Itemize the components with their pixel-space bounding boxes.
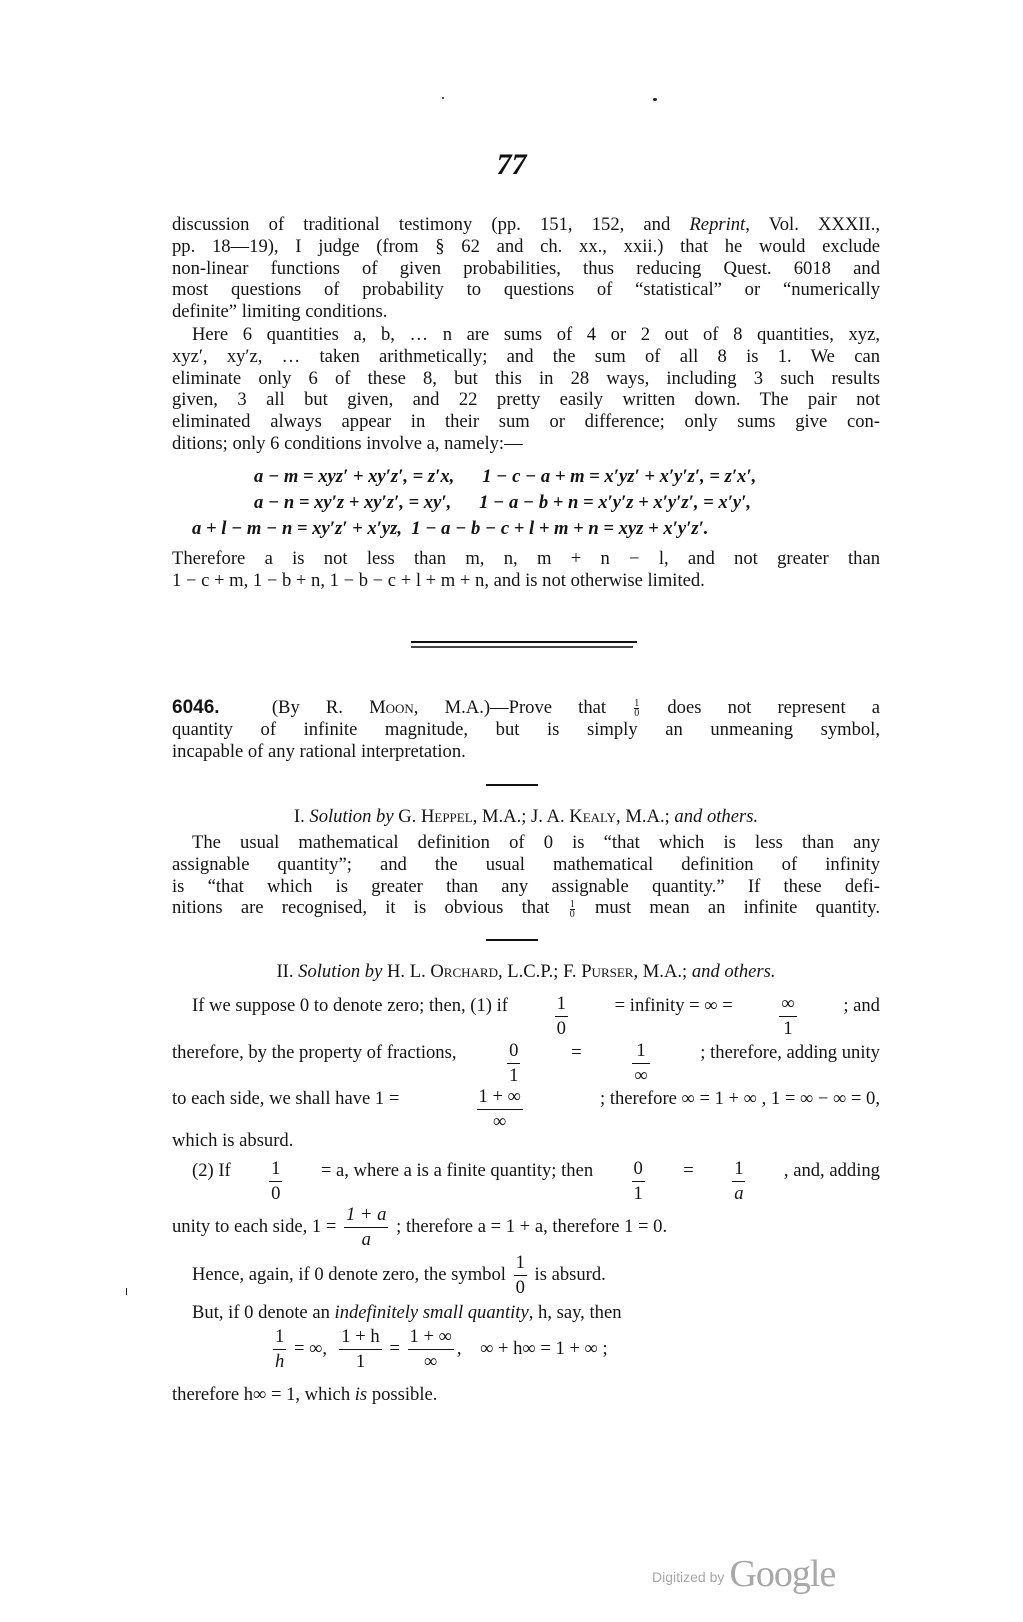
italic-word: is: [354, 1384, 368, 1405]
fraction-denominator: ∞: [634, 1064, 648, 1086]
solution-2-equation: [270, 1328, 750, 1371]
solution-2-line-2: [172, 1042, 880, 1085]
question-6046: [172, 697, 880, 762]
solution-2-line-10: [172, 1384, 880, 1406]
equation-line-2: a − n = xy′z + xy′z′, = xy′, 1 − a − b + n = x′y′z + x′y′z′, = x′y′,: [254, 492, 752, 513]
fraction-numerator: 1: [269, 1160, 282, 1182]
text-span: does not represent a: [667, 697, 881, 718]
fraction: [477, 1088, 523, 1131]
fraction: [344, 1206, 388, 1249]
fraction: [408, 1328, 454, 1371]
text-span: must mean an infinite quantity.: [594, 897, 880, 919]
fraction-numerator: 0: [507, 1042, 520, 1064]
digitized-by-google-watermark: [652, 1552, 835, 1596]
equation-line-1: a − m = xyz′ + xy′z′, = z′x, 1 − c − a + m = x′yz′ + x′y′z′, = z′x′,: [254, 466, 757, 487]
print-speck: [126, 1288, 127, 1295]
text-span: (2) If: [192, 1160, 231, 1181]
fraction-denominator: h: [275, 1350, 285, 1372]
text-span: is absurd.: [534, 1263, 606, 1285]
fraction-denominator: 0: [556, 1017, 566, 1039]
fraction-denominator: 1: [509, 1064, 519, 1086]
text-line: [172, 697, 880, 719]
fraction-numerator: 1: [273, 1328, 286, 1350]
text-line: definite” limiting conditions.: [172, 301, 388, 323]
author-name: R. Moon: [325, 697, 414, 718]
fraction-denominator: a: [361, 1228, 371, 1250]
watermark-prefix: Digitized by: [652, 1569, 725, 1585]
text-span: Hence, again, if 0 denote zero, the symbol: [192, 1263, 506, 1285]
solution-authors: G. Heppel, M.A.; J. A. Kealy, M.A.;: [393, 806, 675, 827]
text-span: But, if 0 denote an: [192, 1302, 335, 1323]
fraction: [779, 995, 796, 1038]
text-span: II.: [276, 961, 299, 982]
text-span: =: [389, 1337, 400, 1359]
solution-2-line-6: [172, 1206, 880, 1249]
text-line: non-linear functions of given probabilities, thus reducing Quest. 6018 and: [172, 257, 880, 279]
double-rule-top: [411, 641, 637, 643]
text-span: Solution by: [309, 806, 394, 827]
fraction-numerator: 1: [634, 698, 640, 710]
fraction-denominator: ∞: [424, 1350, 438, 1372]
text-span: to each side, we shall have 1 =: [172, 1088, 400, 1109]
text-line: most questions of probability to questions of “statistical” or “numerically: [172, 279, 880, 301]
intro-paragraph-3: [172, 548, 880, 592]
fraction-numerator: ∞: [779, 995, 796, 1017]
text-line: is “that which is greater than any assignable quantity.” If these defi-: [172, 875, 880, 897]
text-line: incapable of any rational interpretation.: [172, 740, 466, 762]
text-line: Here 6 quantities a, b, … n are sums of 4 or 2 out of 8 quantities, xyz,: [192, 324, 880, 345]
text-span: ; therefore ∞ = 1 + ∞ , 1 = ∞ − ∞ = 0,: [600, 1088, 880, 1109]
text-span: , h, say, then: [528, 1302, 622, 1323]
print-speck: [442, 97, 444, 99]
text-span: = ∞,: [293, 1337, 327, 1359]
short-rule-2: [486, 939, 538, 941]
text-span: therefore h∞ = 1, which: [172, 1384, 355, 1405]
fraction-one-over-zero: [570, 900, 575, 919]
text-span: discussion of traditional testimony (pp. 151, 152, and: [172, 214, 690, 235]
fraction-denominator: a: [734, 1182, 744, 1204]
fraction-denominator: 1: [633, 1182, 643, 1204]
text-line: ditions; only 6 conditions involve a, namely:—: [172, 432, 523, 454]
fraction-denominator: 0: [271, 1182, 281, 1204]
italic-ref: Reprint: [689, 214, 746, 235]
double-rule-bottom: [411, 646, 633, 648]
fraction: [507, 1042, 520, 1085]
solution-1-heading: [172, 806, 880, 828]
text-line: quantity of infinite magnitude, but is simply an unmeaning symbol,: [172, 718, 880, 740]
text-span: ; therefore a = 1 + a, therefore 1 = 0.: [396, 1215, 668, 1237]
intro-paragraph-1: [172, 214, 880, 323]
question-number: 6046.: [172, 697, 220, 718]
text-line: [172, 897, 880, 919]
text-span: nitions are recognised, it is obvious that: [172, 897, 550, 919]
fraction-numerator: 1: [514, 1254, 527, 1276]
text-span: ,: [456, 1337, 462, 1359]
fraction-denominator: 0: [634, 708, 640, 720]
text-line: xyz′, xy′z, … taken arithmetically; and the sum of all 8 is 1. We can: [172, 345, 880, 367]
short-rule-1: [486, 784, 538, 786]
text-line: Therefore a is not less than m, n, m + n − l, and not greater than: [172, 548, 880, 569]
solution-1: [172, 806, 880, 919]
fraction-numerator: 1: [569, 898, 575, 910]
equation-line-3: a + l − m − n = xy′z′ + x′yz, 1 − a − b − c + l + m + n = xyz + x′y′z′.: [192, 518, 709, 539]
print-speck: [653, 98, 657, 101]
text-span: and others.: [674, 806, 759, 827]
fraction-numerator: 1 + ∞: [477, 1088, 523, 1110]
text-line: 1 − c + m, 1 − b + n, 1 − b − c + l + m + n, and is not otherwise limited.: [172, 569, 705, 591]
text-span: =: [571, 1042, 582, 1063]
fraction-denominator: 1: [783, 1017, 793, 1039]
fraction: [632, 1160, 645, 1203]
fraction-denominator: 0: [569, 908, 575, 920]
fraction: [273, 1328, 286, 1371]
text-span: ; and: [843, 995, 880, 1016]
text-span: therefore, by the property of fractions,: [172, 1042, 457, 1063]
fraction-numerator: 0: [632, 1160, 645, 1182]
page-number: 77: [496, 148, 527, 181]
google-logo: Google: [729, 1553, 836, 1595]
fraction-numerator: 1 + ∞: [408, 1328, 454, 1350]
text-line: eliminate only 6 of these 8, but this in 28 ways, including 3 such results: [172, 367, 880, 389]
text-span: =: [683, 1160, 694, 1181]
text-span: If we suppose 0 to denote zero; then, (1) if: [192, 995, 508, 1016]
fraction: [632, 1042, 649, 1085]
fraction: [339, 1328, 381, 1371]
text-span: and others.: [691, 961, 776, 982]
italic-phrase: indefinitely small quantity: [334, 1302, 529, 1323]
text-line: [172, 214, 880, 236]
solution-2-heading: [172, 961, 880, 983]
text-span: ∞ + h∞ = 1 + ∞ ;: [480, 1337, 608, 1359]
fraction-numerator: 1 + a: [344, 1206, 388, 1228]
solution-2-line-3: [172, 1088, 880, 1131]
text-span: (By: [271, 697, 326, 718]
text-span: , M.A.)—Prove that: [413, 697, 607, 718]
text-span: , Vol. XXXII.,: [745, 214, 880, 235]
text-span: possible.: [367, 1384, 438, 1405]
text-span: , and, adding: [783, 1160, 880, 1181]
text-line: The usual mathematical definition of 0 is “that which is less than any: [192, 832, 880, 853]
text-span: unity to each side, 1 =: [172, 1215, 337, 1237]
fraction-denominator: 1: [355, 1350, 366, 1372]
fraction-denominator: 0: [515, 1276, 525, 1298]
text-line: pp. 18—19), I judge (from § 62 and ch. xx., xxii.) that he would exclude: [172, 235, 880, 257]
fraction-numerator: 1: [632, 1042, 649, 1064]
fraction: [269, 1160, 282, 1203]
text-span: = a, where a is a finite quantity; then: [320, 1160, 594, 1181]
fraction-one-over-zero: [634, 699, 639, 718]
fraction-denominator: ∞: [493, 1110, 507, 1132]
text-line: assignable quantity”; and the usual mathematical definition of infinity: [172, 853, 880, 875]
fraction: [514, 1254, 527, 1297]
solution-2-line-8: [192, 1302, 900, 1324]
solution-2-line-7: [192, 1254, 900, 1297]
solution-2-heading-wrap: [172, 961, 880, 983]
solution-2-line-5: [192, 1160, 880, 1203]
text-line: given, 3 all but given, and 22 pretty easily written down. The pair not: [172, 389, 880, 411]
solution-2-line-1: [192, 995, 880, 1038]
solution-authors: H. L. Orchard, L.C.P.; F. Purser, M.A.;: [382, 961, 692, 982]
text-line: eliminated always appear in their sum or difference; only sums give con-: [172, 411, 880, 433]
fraction-numerator: 1: [732, 1160, 745, 1182]
text-span: = infinity = ∞ =: [614, 995, 733, 1016]
fraction-numerator: 1 + h: [339, 1328, 381, 1350]
fraction: [732, 1160, 745, 1203]
fraction-numerator: 1: [555, 995, 568, 1017]
text-span: I.: [293, 806, 310, 827]
solution-2-line-4: which is absurd.: [172, 1130, 294, 1151]
fraction: [555, 995, 568, 1038]
intro-paragraph-2: [172, 324, 880, 455]
text-span: ; therefore, adding unity: [700, 1042, 880, 1063]
text-span: Solution by: [298, 961, 383, 982]
